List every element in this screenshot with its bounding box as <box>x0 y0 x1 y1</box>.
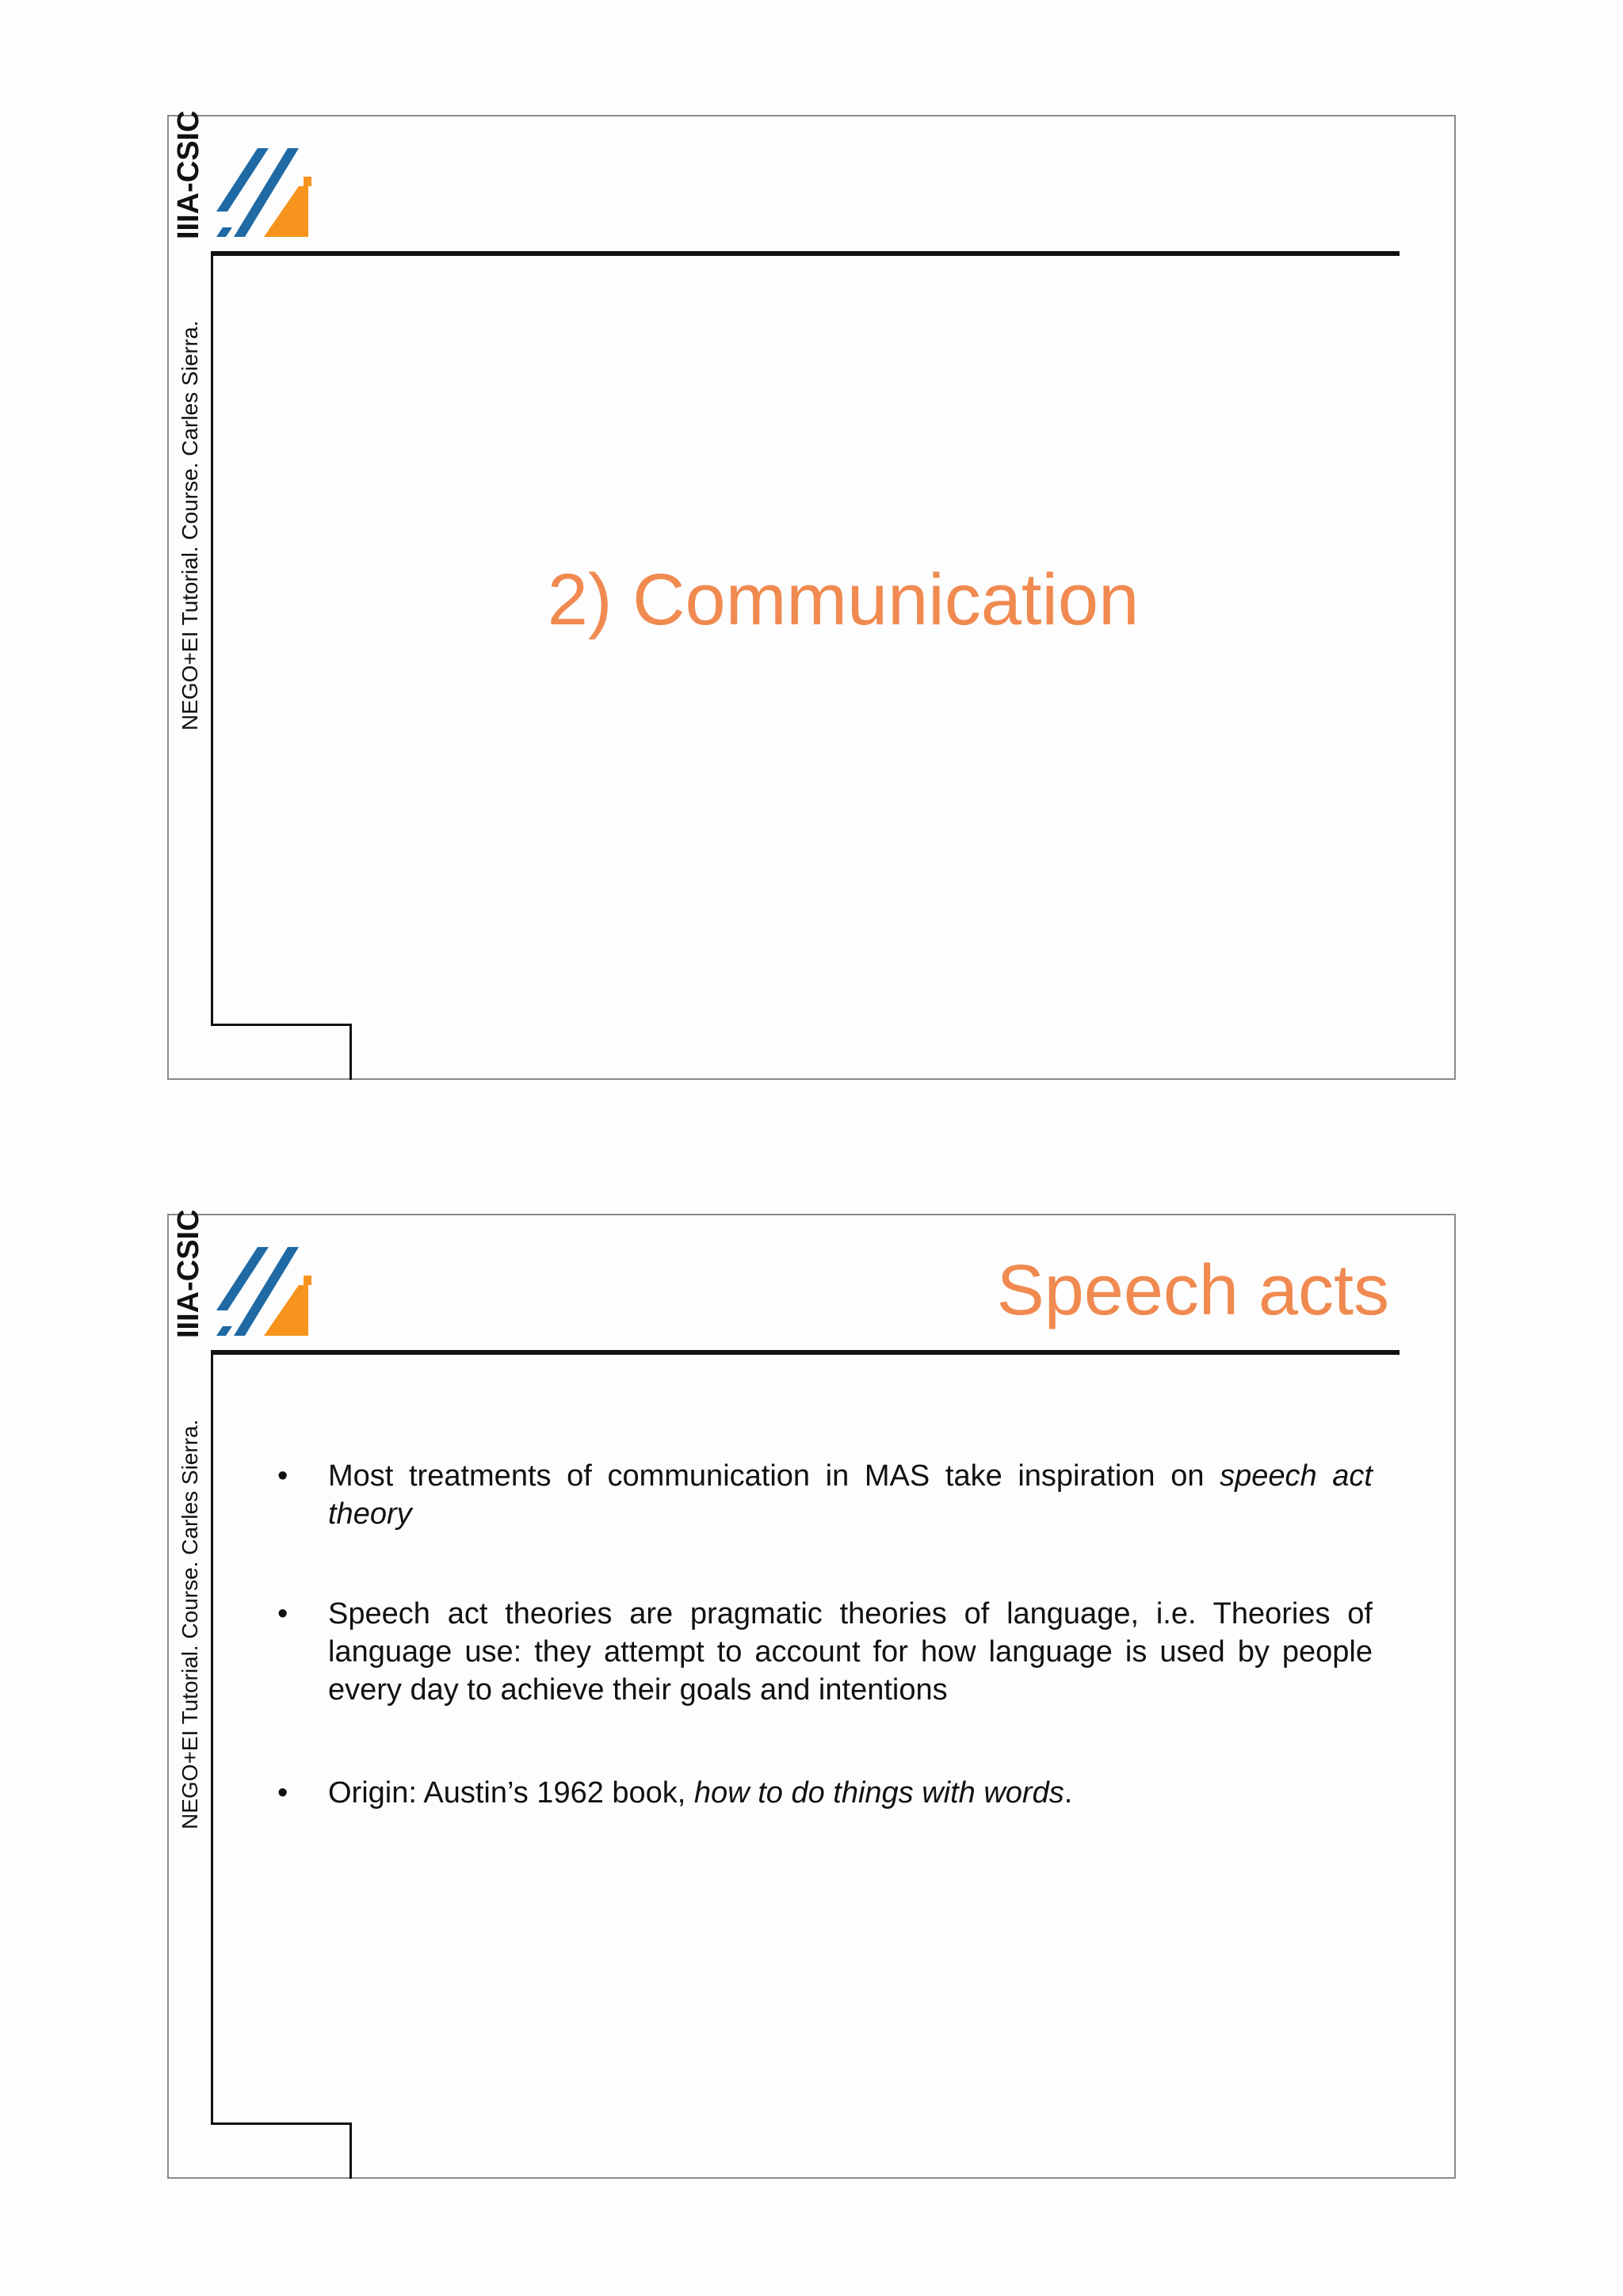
bullet-item <box>277 1774 1373 1812</box>
iiia-csic-logo-icon <box>216 1247 311 1342</box>
bullet-text: Origin: Austin’s 1962 book, <box>328 1776 694 1810</box>
bullet-emphasis: how to do things with words <box>693 1776 1064 1810</box>
bullet-emphasis: speech act theory <box>328 1459 1373 1531</box>
bullet-item <box>277 1457 1373 1533</box>
side-course-label: NEGO+EI Tutorial. Course. Carles Sierra. <box>178 1419 202 1829</box>
section-title: 2) Communication <box>547 559 1140 640</box>
corner-rule-horizontal <box>211 2122 352 2125</box>
bullet-marker: • <box>277 1459 288 1493</box>
corner-rule-horizontal <box>211 1024 352 1026</box>
header-rule <box>211 1350 1400 1355</box>
slide-heading: Speech acts <box>996 1251 1389 1330</box>
corner-rule-vertical <box>349 2122 352 2179</box>
header-rule <box>211 251 1400 256</box>
bullet-text: Most treatments of communication in MAS take inspiration on <box>328 1459 1220 1493</box>
bullet-list <box>277 1457 1373 1812</box>
left-rule <box>211 1350 213 2124</box>
slide-speech-acts <box>167 1209 1456 2179</box>
side-org-label: IIIA-CSIC <box>172 110 205 239</box>
slide-communication <box>167 110 1456 1080</box>
bullet-marker: • <box>277 1597 288 1630</box>
bullet-item <box>277 1595 1373 1709</box>
side-org-label: IIIA-CSIC <box>172 1209 205 1338</box>
bullet-text: Speech act theories are pragmatic theories of language, i.e. Theories of language use: they attempt to account for how language is used by people every day to achieve their goals and intentions <box>328 1597 1373 1707</box>
iiia-csic-logo-icon <box>216 148 311 243</box>
side-course-label: NEGO+EI Tutorial. Course. Carles Sierra. <box>178 320 202 730</box>
corner-rule-vertical <box>349 1024 352 1080</box>
bullet-marker: • <box>277 1776 288 1810</box>
bullet-tail: . <box>1064 1776 1073 1810</box>
